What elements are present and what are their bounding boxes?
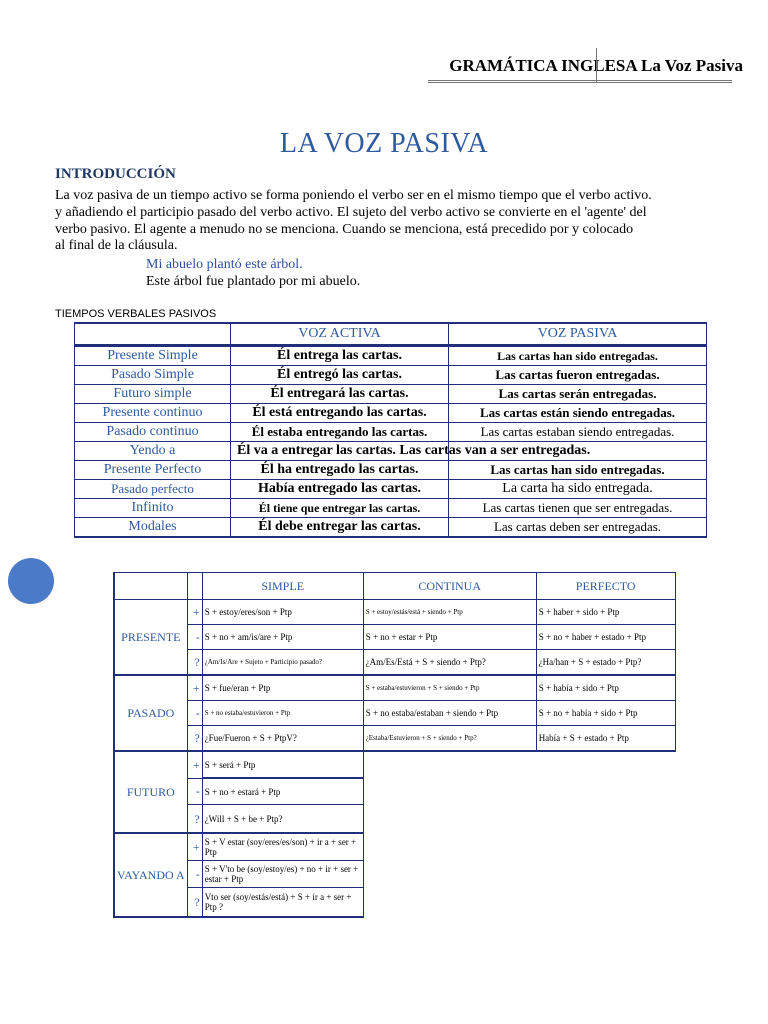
active-cell: Él estaba entregando las cartas. [231,423,449,442]
simple-cell: S + estoy/eres/son + Ptp [202,600,363,625]
header-title: GRAMÁTICA INGLESA La Voz Pasiva [449,56,743,75]
table-row [114,751,675,778]
tense-cell: Presente continuo [75,404,231,423]
group-label: FUTURO [114,751,187,833]
empty-area [363,888,675,918]
intro-line: La voz pasiva de un tiempo activo se forma poniendo el verbo ser en el mismo tiempo que el verbo activo. [55,188,652,203]
intro-line: verbo pasivo. El agente a menudo no se menciona. Cuando se menciona, está precedido por y colocado [55,222,634,237]
continua-cell: S + estaba/estuvieron + S + siendo + Ptp [363,675,536,701]
table-row [114,675,675,701]
continua-cell: ¿Am/Es/Está + S + siendo + Ptp? [363,650,536,676]
table-row [114,726,675,752]
affirmative-symbol: + [187,833,202,861]
active-cell: Él entregará las cartas. [231,385,449,404]
table-row [114,625,675,650]
negative-symbol: - [187,701,202,726]
negative-symbol: - [187,861,202,888]
table-row [75,423,707,442]
table-header-row [75,323,707,346]
example-active: Mi abuelo plantó este árbol. [146,257,303,272]
active-cell: Él tiene que entregar las cartas. [231,499,449,518]
tense-cell: Pasado Simple [75,366,231,385]
perfecto-cell: S + haber + sido + Ptp [536,600,675,625]
table-row [75,385,707,404]
simple-cell: S + V'to be (soy/estoy/es) + no + ir + ser + estar + Ptp [202,861,363,888]
header-rule [428,80,732,83]
table-row [75,480,707,499]
tense-cell: Infinito [75,499,231,518]
group-label: PASADO [114,675,187,751]
table-header-row [114,573,675,600]
intro-line: y añadiendo el participio pasado del verbo activo. El sujeto del verbo activo se convierte en el 'agente' del [55,205,647,220]
corner-cell [114,573,187,600]
simple-cell: S + no + estará + Ptp [202,778,363,805]
page-title: LA VOZ PASIVA [279,128,489,159]
tense-cell: Pasado continuo [75,423,231,442]
simple-cell: ¿Will + S + be + Ptp? [202,805,363,834]
passive-cell: Las cartas tienen que ser entregadas. [449,499,707,518]
simple-cell: S + V estar (soy/eres/es/son) + ir a + ser + Ptp [202,833,363,861]
simple-cell: Vto ser (soy/estás/está) + S + ir a + ser + Ptp ? [202,888,363,918]
empty-area [363,778,675,805]
empty-area [363,861,675,888]
tiempos-label: TIEMPOS VERBALES PASIVOS [55,308,217,320]
table-row [75,366,707,385]
table-row [75,499,707,518]
continua-cell: ¿Estaba/Estuvieron + S + siendo + Ptp? [363,726,536,752]
example-passive: Este árbol fue plantado por mi abuelo. [146,274,361,289]
table-row [75,346,707,366]
passive-cell: Las cartas han sido entregadas. [449,346,707,366]
passive-cell: Las cartas estaban siendo entregadas. [449,423,707,442]
passive-cell: Las cartas están siendo entregadas. [449,404,707,423]
continua-cell: S + estoy/estás/está + siendo + Ptp [363,600,536,625]
table-row [75,404,707,423]
intro-heading: INTRODUCCIÓN [55,166,176,182]
tense-cell: Modales [75,518,231,538]
passive-structures-table [113,572,676,918]
column-header [75,323,231,346]
question-symbol: ? [187,650,202,676]
simple-cell: ¿Fue/Fueron + S + PtpV? [202,726,363,752]
corner-cell [187,573,202,600]
page-number: 1 [46,572,54,587]
tense-cell: Presente Perfecto [75,461,231,480]
simple-cell: S + no estaba/estuvieron + Ptp [202,701,363,726]
tense-cell: Futuro simple [75,385,231,404]
continua-cell: S + no + estar + Ptp [363,625,536,650]
column-header: VOZ ACTIVA [231,323,449,346]
perfecto-cell: S + no + había + sido + Ptp [536,701,675,726]
affirmative-symbol: + [187,751,202,778]
tense-cell: Pasado perfecto [75,480,231,499]
active-cell: Había entregado las cartas. [231,480,449,499]
table-row [75,461,707,480]
active-cell: Él entrega las cartas. [231,346,449,366]
table-row [114,778,675,805]
tense-cell: Yendo a [75,442,231,461]
intro-line: al final de la cláusula. [55,238,178,253]
column-header: CONTINUA [363,573,536,600]
affirmative-symbol: + [187,600,202,625]
negative-symbol: - [187,778,202,805]
table-row [75,442,707,461]
passive-tenses-table [74,322,707,538]
simple-cell: S + será + Ptp [202,751,363,778]
table-row [75,518,707,538]
perfecto-cell: S + había + sido + Ptp [536,675,675,701]
group-label: VAYANDO A [114,833,187,917]
negative-symbol: - [187,625,202,650]
simple-cell: S + fue/eran + Ptp [202,675,363,701]
table-row [114,888,675,918]
perfecto-cell: S + no + haber + estado + Ptp [536,625,675,650]
empty-area [363,805,675,834]
table-row [114,600,675,625]
simple-cell: S + no + am/is/are + Ptp [202,625,363,650]
passive-cell: La carta ha sido entregada. [449,480,707,499]
empty-area [363,833,675,861]
question-symbol: ? [187,805,202,834]
affirmative-symbol: + [187,675,202,701]
perfecto-cell: Había + S + estado + Ptp [536,726,675,752]
empty-area [363,751,675,778]
active-cell: Él debe entregar las cartas. [231,518,449,538]
column-header: PERFECTO [536,573,675,600]
passive-cell: Las cartas deben ser entregadas. [449,518,707,538]
passive-cell: Las cartas fueron entregadas. [449,366,707,385]
column-header: VOZ PASIVA [449,323,707,346]
tense-cell: Presente Simple [75,346,231,366]
active-cell: Él entregó las cartas. [231,366,449,385]
continua-cell: S + no estaba/estaban + siendo + Ptp [363,701,536,726]
passive-cell: Las cartas serán entregadas. [449,385,707,404]
table-row [114,701,675,726]
table-row [114,861,675,888]
column-header: SIMPLE [202,573,363,600]
active-cell: Él ha entregado las cartas. [231,461,449,480]
active-cell: Él va a entregar las cartas. Las cartas van a ser entregadas. [231,442,449,461]
header-vertical-rule [596,48,597,82]
question-symbol: ? [187,888,202,918]
table-row [114,833,675,861]
active-cell: Él está entregando las cartas. [231,404,449,423]
simple-cell: ¿Am/Is/Are + Sujeto + Participio pasado? [202,650,363,676]
group-label: PRESENTE [114,600,187,676]
table-row [114,650,675,676]
question-symbol: ? [187,726,202,752]
table-row [114,805,675,834]
perfecto-cell: ¿Ha/han + S + estado + Ptp? [536,650,675,676]
passive-cell: Las cartas han sido entregadas. [449,461,707,480]
